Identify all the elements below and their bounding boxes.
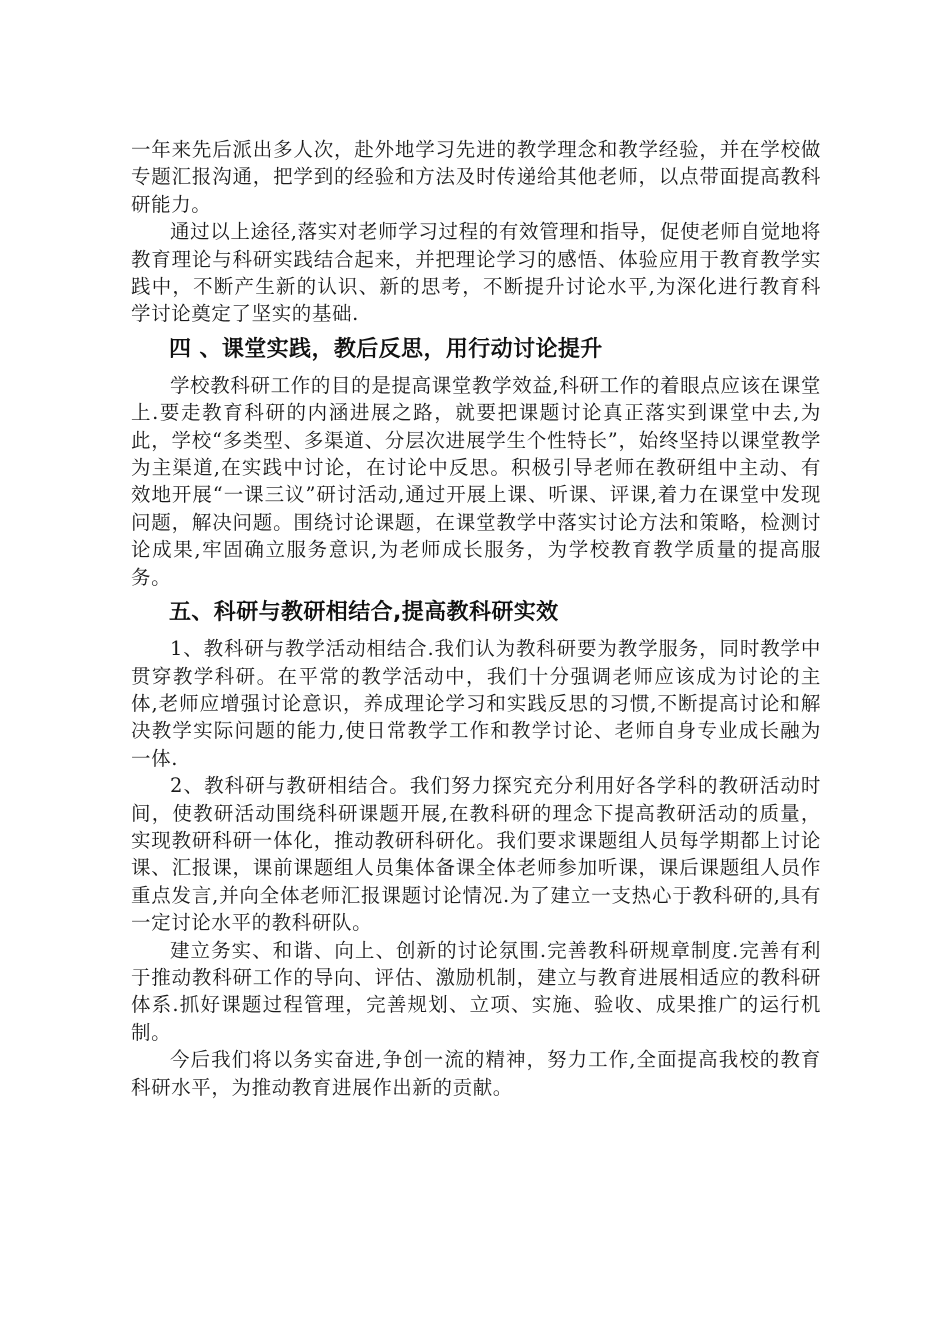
paragraph-research-teaching: 1、教科研与教学活动相结合.我们认为教科研要为教学服务，同时教学中贯穿教学科研。在平常的教学活动中，我们十分强调老师应该成为讨论的主体,老师应增强讨论意识，养成理论学习和实践反思的习惯,不断提高讨论和解决教学实际问题的能力,使日常教学工作和教学讨论、老师自身专业成长融为一体. [131,637,821,770]
document-body [131,136,821,1101]
section-heading-4: 四 、课堂实践，教后反思，用行动讨论提升 [169,336,603,362]
paragraph-classroom-practice: 学校教科研工作的目的是提高课堂教学效益,科研工作的着眼点应该在课堂上.要走教育科研的内涵进展之路，就要把课题讨论真正落实到课堂中去,为此，学校“多类型、多渠道、分层次进展学生个性特长”，始终坚持以课堂教学为主渠道,在实践中讨论，在讨论中反思。积极引导老师在教研组中主动、有效地开展“一课三议”研讨活动,通过开展上课、听课、评课,着力在课堂中发现问题，解决问题。围绕讨论课题，在课堂教学中落实讨论方法和策略，检测讨论成果,牢固确立服务意识,为老师成长服务，为学校教育教学质量的提高服务。 [131,373,821,589]
paragraph-research-teaching-research: 2、教科研与教研相结合。我们努力探究充分利用好各学科的教研活动时间，使教研活动围绕科研课题开展,在教科研的理念下提高教研活动的质量，实现教研科研一体化，推动教研科研化。我们要求课题组人员每学期都上讨论课、汇报课，课前课题组人员集体备课全体老师参加听课，课后课题组人员作重点发言,并向全体老师汇报课题讨论情况.为了建立一支热心于教科研的,具有一定讨论水平的教科研队。 [131,774,821,935]
paragraph-study-trips: 一年来先后派出多人次，赴外地学习先进的教学理念和教学经验，并在学校做专题汇报沟通，把学到的经验和方法及时传递给其他老师，以点带面提高教科研能力。 [131,138,821,216]
paragraph-conclusion: 今后我们将以务实奋进,争创一流的精神，努力工作,全面提高我校的教育科研水平，为推动教育进展作出新的贡献。 [131,1048,821,1099]
section-heading-5: 五、科研与教研相结合,提高教科研实效 [169,600,559,626]
paragraph-learning-management: 通过以上途径,落实对老师学习过程的有效管理和指导，促使老师自觉地将教育理论与科研实践结合起来，并把理论学习的感悟、体验应用于教育教学实践中，不断产生新的认识、新的思考，不断提升讨论水平,为深化进行教育科学讨论奠定了坚实的基础. [131,220,821,326]
paragraph-research-atmosphere: 建立务实、和谐、向上、创新的讨论氛围.完善教科研规章制度.完善有利于推动教科研工作的导向、评估、激励机制，建立与教育进展相适应的教科研体系.抓好课题过程管理，完善规划、立项、实施、验收、成果推广的运行机制。 [131,938,821,1044]
